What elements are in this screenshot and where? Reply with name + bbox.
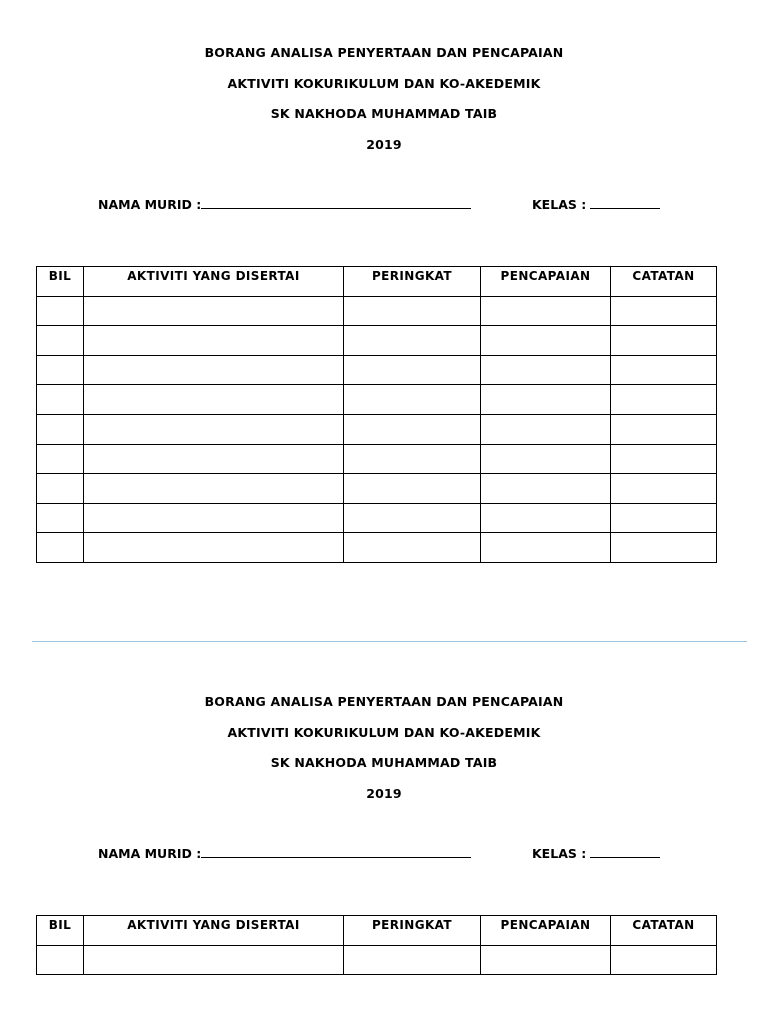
table-cell[interactable] [611, 414, 717, 444]
table-cell[interactable] [84, 326, 344, 356]
nama-murid-label: NAMA MURID : [98, 846, 202, 861]
table-cell[interactable] [344, 414, 481, 444]
form-year: 2019 [366, 786, 402, 801]
table-cell[interactable] [481, 385, 611, 415]
table-cell[interactable] [37, 326, 84, 356]
table-row [37, 474, 717, 504]
column-header-catatan: CATATAN [611, 916, 717, 946]
table-cell[interactable] [37, 945, 84, 975]
table-cell[interactable] [344, 444, 481, 474]
table-cell[interactable] [611, 503, 717, 533]
table-cell[interactable] [481, 444, 611, 474]
table-cell[interactable] [37, 414, 84, 444]
form-title: BORANG ANALISA PENYERTAAN DAN PENCAPAIAN [204, 694, 564, 709]
column-header-peringkat: PERINGKAT [344, 916, 481, 946]
table-cell[interactable] [84, 533, 344, 563]
form-year: 2019 [366, 137, 402, 152]
table-cell[interactable] [611, 385, 717, 415]
school-name: SK NAKHODA MUHAMMAD TAIB [270, 755, 498, 770]
nama-murid-blank[interactable] [201, 197, 471, 209]
column-header-peringkat: PERINGKAT [344, 267, 481, 297]
nama-murid-blank[interactable] [201, 846, 471, 858]
table-cell[interactable] [344, 945, 481, 975]
table-row [37, 945, 717, 975]
table-cell[interactable] [611, 296, 717, 326]
table-cell[interactable] [481, 474, 611, 504]
kelas-field [532, 846, 660, 861]
table-cell[interactable] [37, 474, 84, 504]
table-cell[interactable] [344, 533, 481, 563]
column-header-bil: BIL [37, 916, 84, 946]
table-cell[interactable] [611, 533, 717, 563]
table-cell[interactable] [84, 296, 344, 326]
table-cell[interactable] [344, 385, 481, 415]
table-cell[interactable] [611, 945, 717, 975]
kelas-blank[interactable] [590, 197, 660, 209]
table-cell[interactable] [37, 385, 84, 415]
table-cell[interactable] [481, 355, 611, 385]
kelas-label: KELAS : [532, 197, 587, 212]
table-cell[interactable] [84, 945, 344, 975]
table-header-row [37, 267, 717, 297]
table-cell[interactable] [481, 296, 611, 326]
column-header-bil: BIL [37, 267, 84, 297]
table-cell[interactable] [84, 444, 344, 474]
table-cell[interactable] [481, 533, 611, 563]
table-cell[interactable] [84, 474, 344, 504]
table-row [37, 444, 717, 474]
table-cell[interactable] [84, 355, 344, 385]
school-name: SK NAKHODA MUHAMMAD TAIB [270, 106, 498, 121]
column-header-aktiviti: AKTIVITI YANG DISERTAI [84, 267, 344, 297]
column-header-pencapaian: PENCAPAIAN [481, 267, 611, 297]
form-subtitle: AKTIVITI KOKURIKULUM DAN KO-AKEDEMIK [227, 76, 541, 91]
table-cell[interactable] [481, 945, 611, 975]
form-subtitle: AKTIVITI KOKURIKULUM DAN KO-AKEDEMIK [227, 725, 541, 740]
page-divider [32, 641, 747, 642]
table-row [37, 355, 717, 385]
table-row [37, 385, 717, 415]
column-header-catatan: CATATAN [611, 267, 717, 297]
kelas-label: KELAS : [532, 846, 587, 861]
table-cell[interactable] [481, 326, 611, 356]
table-cell[interactable] [37, 503, 84, 533]
column-header-pencapaian: PENCAPAIAN [481, 916, 611, 946]
table-cell[interactable] [344, 296, 481, 326]
table-row [37, 503, 717, 533]
table-row [37, 533, 717, 563]
table-row [37, 296, 717, 326]
kelas-field [532, 197, 660, 212]
table-cell[interactable] [84, 385, 344, 415]
activity-table [36, 915, 717, 975]
column-header-aktiviti: AKTIVITI YANG DISERTAI [84, 916, 344, 946]
table-row [37, 414, 717, 444]
table-cell[interactable] [344, 503, 481, 533]
table-header-row [37, 916, 717, 946]
table-row [37, 326, 717, 356]
kelas-blank[interactable] [590, 846, 660, 858]
table-cell[interactable] [344, 474, 481, 504]
table-cell[interactable] [611, 474, 717, 504]
table-cell[interactable] [611, 326, 717, 356]
table-cell[interactable] [481, 414, 611, 444]
nama-murid-label: NAMA MURID : [98, 197, 202, 212]
activity-table [36, 266, 717, 563]
table-cell[interactable] [344, 326, 481, 356]
table-cell[interactable] [84, 503, 344, 533]
table-cell[interactable] [37, 355, 84, 385]
table-cell[interactable] [84, 414, 344, 444]
table-cell[interactable] [37, 533, 84, 563]
table-cell[interactable] [481, 503, 611, 533]
table-cell[interactable] [344, 355, 481, 385]
table-cell[interactable] [37, 296, 84, 326]
table-cell[interactable] [611, 444, 717, 474]
nama-murid-field [98, 197, 471, 212]
nama-murid-field [98, 846, 471, 861]
table-cell[interactable] [611, 355, 717, 385]
form-title: BORANG ANALISA PENYERTAAN DAN PENCAPAIAN [204, 45, 564, 60]
table-cell[interactable] [37, 444, 84, 474]
